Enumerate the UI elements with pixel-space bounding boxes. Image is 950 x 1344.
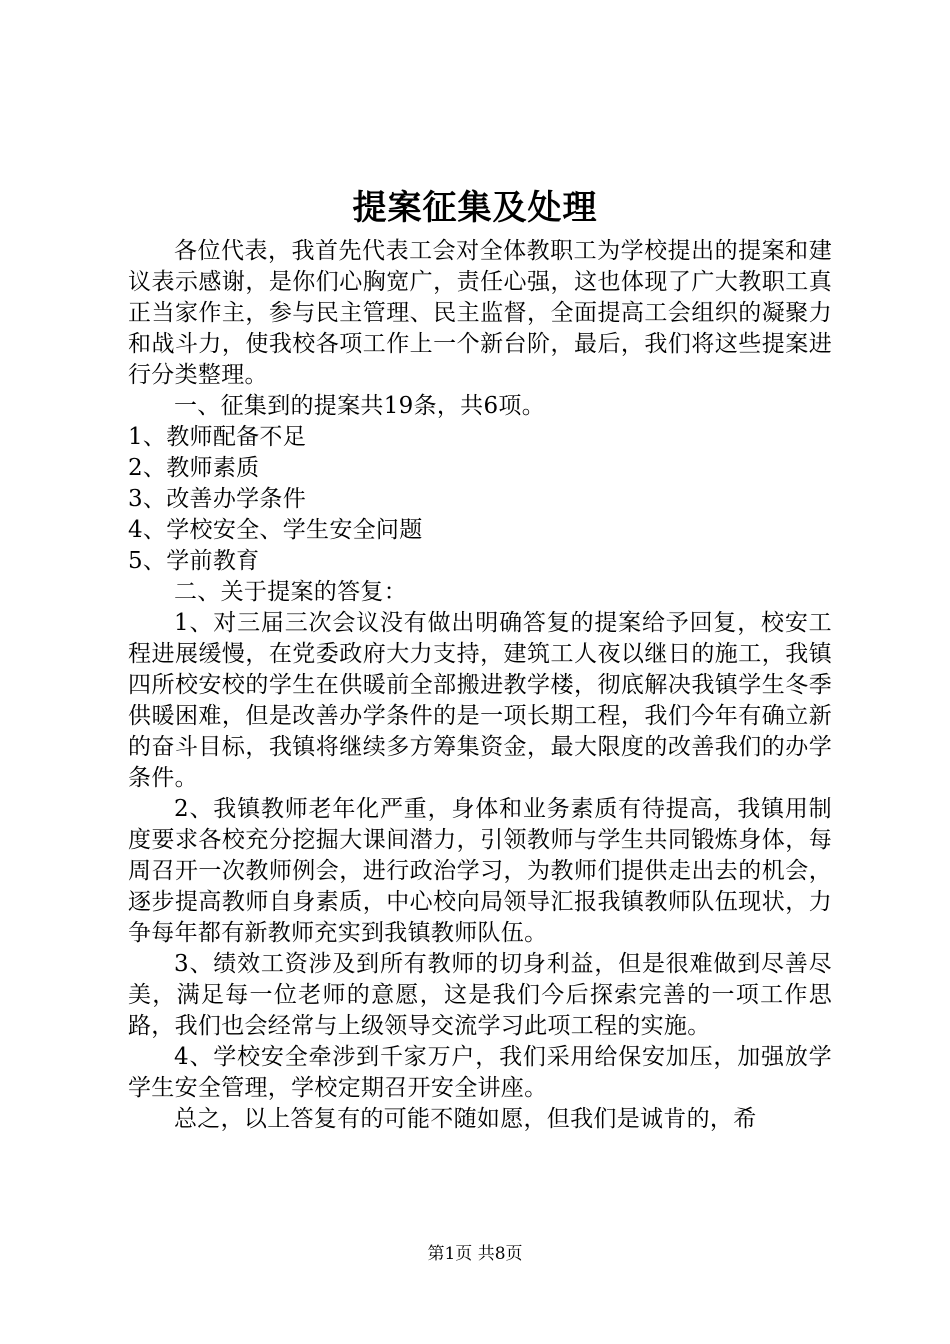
list-item: 3、改善办学条件 — [128, 486, 307, 512]
section-heading-collection: 一、征集到的提案共19条，共6项。 — [174, 393, 545, 419]
document-body — [128, 236, 832, 1135]
reply-paragraph: 2、我镇教师老年化严重，身体和业务素质有待提高，我镇用制度要求各校充分挖掘大课间潜力，引领教师与学生共同锻炼身体，每周召开一次教师例会，进行政治学习，为教师们提供走出去的机会，逐步提高教师自身素质，中心校向局领导汇报我镇教师队伍现状，力争每年都有新教师充实到我镇教师队伍。 — [128, 796, 832, 946]
document-title: 提案征集及处理 — [352, 188, 598, 228]
intro-paragraph: 各位代表，我首先代表工会对全体教职工为学校提出的提案和建议表示感谢，是你们心胸宽广，责任心强，这也体现了广大教职工真正当家作主，参与民主管理、民主监督，全面提高工会组织的凝聚力和战斗力，使我校各项工作上一个新台阶，最后，我们将这些提案进行分类整理。 — [128, 238, 832, 388]
conclusion-paragraph: 总之，以上答复有的可能不随如愿，但我们是诚肯的，希 — [174, 1106, 757, 1132]
list-item: 2、教师素质 — [128, 455, 260, 481]
section-heading-replies: 二、关于提案的答复： — [174, 579, 407, 605]
list-item: 4、学校安全、学生安全问题 — [128, 517, 423, 543]
reply-paragraph: 4、学校安全牵涉到千家万户，我们采用给保安加压，加强放学学生安全管理，学校定期召开安全讲座。 — [128, 1044, 832, 1101]
reply-paragraph: 3、绩效工资涉及到所有教师的切身利益，但是很难做到尽善尽美，满足每一位老师的意愿，这是我们今后探索完善的一项工作思路，我们也会经常与上级领导交流学习此项工程的实施。 — [128, 951, 832, 1039]
reply-paragraph: 1、对三届三次会议没有做出明确答复的提案给予回复，校安工程进展缓慢，在党委政府大力支持，建筑工人夜以继日的施工，我镇四所校安校的学生在供暖前全部搬进教学楼，彻底解决我镇学生冬季供暖困难，但是改善办学条件的是一项长期工程，我们今年有确立新的奋斗目标，我镇将继续多方筹集资金，最大限度的改善我们的办学条件。 — [128, 610, 832, 791]
page-number-footer: 第1页 共8页 — [427, 1244, 523, 1264]
list-item: 5、学前教育 — [128, 548, 260, 574]
list-item: 1、教师配备不足 — [128, 424, 307, 450]
